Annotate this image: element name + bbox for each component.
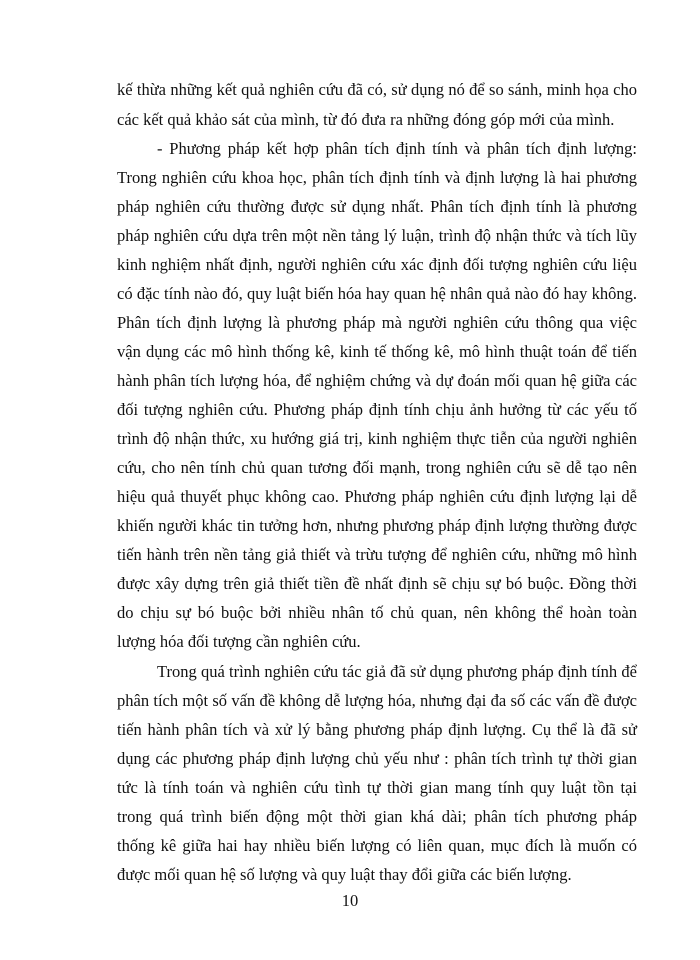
text-line: hiệu quả thuyết phục không cao. Phương pháp nghiên cứu định lượng lại dễ	[117, 487, 637, 506]
text-line: tiến hành phân tích và xử lý bằng phương pháp định lượng. Cụ thể là đã sử	[117, 720, 637, 739]
text-line: kế thừa những kết quả nghiên cứu đã có, sử dụng nó để so sánh, minh họa cho	[117, 80, 637, 99]
text-line: trình độ nhận thức, xu hướng giá trị, kinh nghiệm thực tiễn của người nghiên	[117, 429, 637, 448]
text-line: tiến hành trên nền tảng giả thiết và trừu tượng để nghiên cứu, những mô hình	[117, 545, 637, 564]
text-line: vận dụng các mô hình thống kê, kinh tế thống kê, mô hình thuật toán để tiến	[117, 342, 637, 361]
text-line: các kết quả khảo sát của mình, từ đó đưa ra những đóng góp mới của mình.	[117, 110, 615, 129]
text-line: do chịu sự bó buộc bởi nhiều nhân tố chủ quan, nên không thể hoàn toàn	[117, 603, 637, 622]
text-line: có đặc tính nào đó, quy luật biến hóa hay quan hệ nhân quả nào đó hay không.	[117, 284, 637, 303]
text-line: pháp nghiên cứu dựa trên một nền tảng lý luận, trình độ nhận thức và tích lũy	[117, 226, 637, 245]
text-line: Trong quá trình nghiên cứu tác giả đã sử dụng phương pháp định tính để	[157, 662, 637, 681]
text-line: được xây dựng trên giả thiết tiền đề nhất định sẽ chịu sự bó buộc. Đồng thời	[117, 574, 637, 593]
text-line: kinh nghiệm nhất định, người nghiên cứu xác định đối tượng nghiên cứu liệu	[117, 255, 637, 274]
text-line: Phân tích định lượng là phương pháp mà người nghiên cứu thông qua việc	[117, 313, 637, 332]
text-line: đối tượng nghiên cứu. Phương pháp định tính chịu ảnh hưởng từ các yếu tố	[117, 400, 637, 419]
text-line: khiến người khác tin tưởng hơn, nhưng phương pháp định lượng thường được	[117, 516, 637, 535]
text-line: được mối quan hệ số lượng và quy luật thay đổi giữa các biến lượng.	[117, 865, 572, 884]
text-line: dụng các phương pháp định lượng chủ yếu như : phân tích trình tự thời gian	[117, 749, 637, 768]
text-line: tức là tính toán và nghiên cứu tình tự thời gian mang tính quy luật tồn tại	[117, 778, 637, 797]
text-line: lượng hóa đối tượng cần nghiên cứu.	[117, 632, 361, 651]
page-number: 10	[341, 891, 359, 910]
text-line: phân tích một số vấn đề không dễ lượng hóa, nhưng đại đa số các vấn đề được	[117, 691, 637, 710]
text-line: cứu, cho nên tính chủ quan tương đối mạnh, trong nghiên cứu sẽ dễ tạo nên	[117, 458, 637, 477]
text-line: hành phân tích lượng hóa, để nghiệm chứng và dự đoán mối quan hệ giữa các	[117, 371, 637, 390]
text-line: thống kê giữa hai hay nhiều biến lượng có liên quan, mục đích là muốn có	[117, 836, 637, 855]
text-line: Trong nghiên cứu khoa học, phân tích định tính và định lượng là hai phương	[117, 168, 637, 187]
text-line: pháp nghiên cứu thường được sử dụng nhất. Phân tích định tính là phương	[117, 197, 637, 216]
text-line: - Phương pháp kết hợp phân tích định tính và phân tích định lượng:	[157, 139, 637, 158]
text-line: trong quá trình biến động một thời gian khá dài; phân tích phương pháp	[117, 807, 637, 826]
